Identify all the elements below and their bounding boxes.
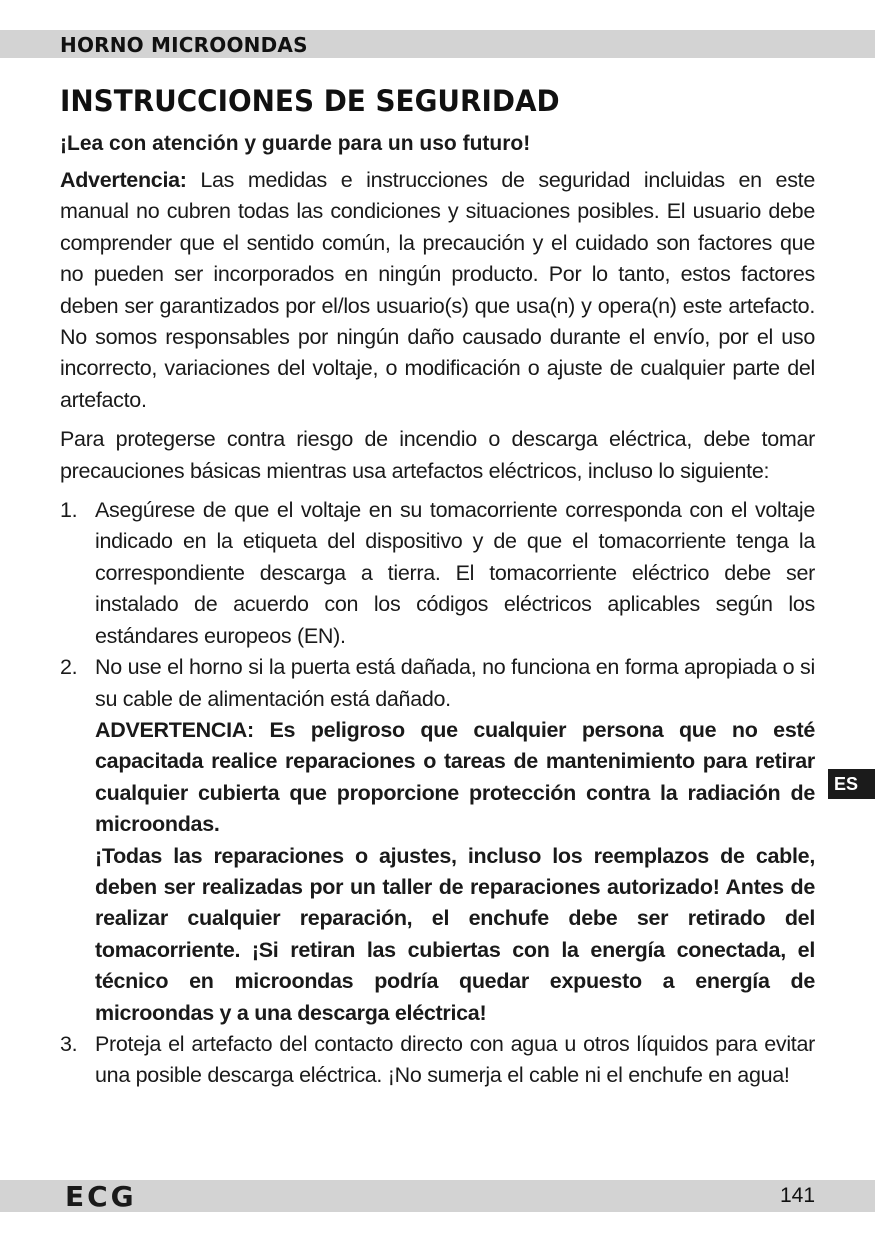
- list-item-warning-repairs: ¡Todas las reparaciones o ajustes, incluso los reemplazos de cable, deben ser realizadas por un taller de reparaciones autorizado! Antes de realizar cualquier reparación, el enchufe debe ser retirado del tomacorriente. ¡Si retiran las cubiertas con la energía conectada, el técnico en microondas podría quedar expuesto a energía de microondas y a una descarga eléctrica!: [95, 843, 815, 1025]
- header-title: HORNO MICROONDAS: [60, 33, 308, 57]
- warning-text: Las medidas e instrucciones de seguridad incluidas en este manual no cubren todas las condiciones y situaciones posibles. El usuario debe comprender que el sentido común, la precaución y el cuidado son factores que no pueden ser incorporados en ningún producto. Por lo tanto, estos factores deben ser garantizados por el/los usuario(s) que usa(n) y opera(n) este artefacto. No somos responsables por ningún daño causado durante el envío, por el uso incorrecto, variaciones del voltaje, o modificación o ajuste de cualquier parte del artefacto.: [60, 168, 815, 412]
- safety-list: [60, 495, 815, 1092]
- list-item-text: No use el horno si la puerta está dañada, no funciona en forma apropiada o si su cable de alimentación está dañado.: [95, 655, 815, 711]
- list-item-number: 2.: [60, 655, 78, 680]
- document-body: [60, 165, 815, 1092]
- list-item-number: 1.: [60, 498, 78, 523]
- list-item-warning: ADVERTENCIA: Es peligroso que cualquier persona que no esté capacitada realice reparaciones o tareas de mantenimiento para retirar cualquier cubierta que proporcione protección contra la radiación de microondas.: [95, 717, 815, 837]
- language-tab: ES: [828, 769, 875, 799]
- warning-label: Advertencia:: [60, 168, 187, 192]
- warning-paragraph: [60, 165, 815, 416]
- page-number: 141: [780, 1184, 816, 1207]
- list-item: [60, 1029, 815, 1092]
- subtitle: ¡Lea con atención y guarde para un uso futuro!: [60, 132, 531, 155]
- list-item: [60, 495, 815, 652]
- list-item-number: 3.: [60, 1031, 78, 1056]
- list-item: [60, 652, 815, 1029]
- intro-paragraph: Para protegerse contra riesgo de incendio o descarga eléctrica, debe tomar precauciones básicas mientras usa artefactos eléctricos, incluso lo siguiente:: [60, 427, 815, 483]
- list-item-text: Proteja el artefacto del contacto directo con agua u otros líquidos para evitar una posible descarga eléctrica. ¡No sumerja el cable ni el enchufe en agua!: [95, 1031, 815, 1088]
- page-title: INSTRUCCIONES DE SEGURIDAD: [60, 84, 560, 118]
- brand-logo: ECG: [65, 1180, 137, 1213]
- list-item-text: Asegúrese de que el voltaje en su tomacorriente corresponda con el voltaje indicado en la etiqueta del dispositivo y de que el tomacorriente tenga la correspondiente descarga a tierra. El tomacorriente eléctrico debe ser instalado de acuerdo con los códigos eléctricos aplicables según los estándares europeos (EN).: [95, 498, 815, 648]
